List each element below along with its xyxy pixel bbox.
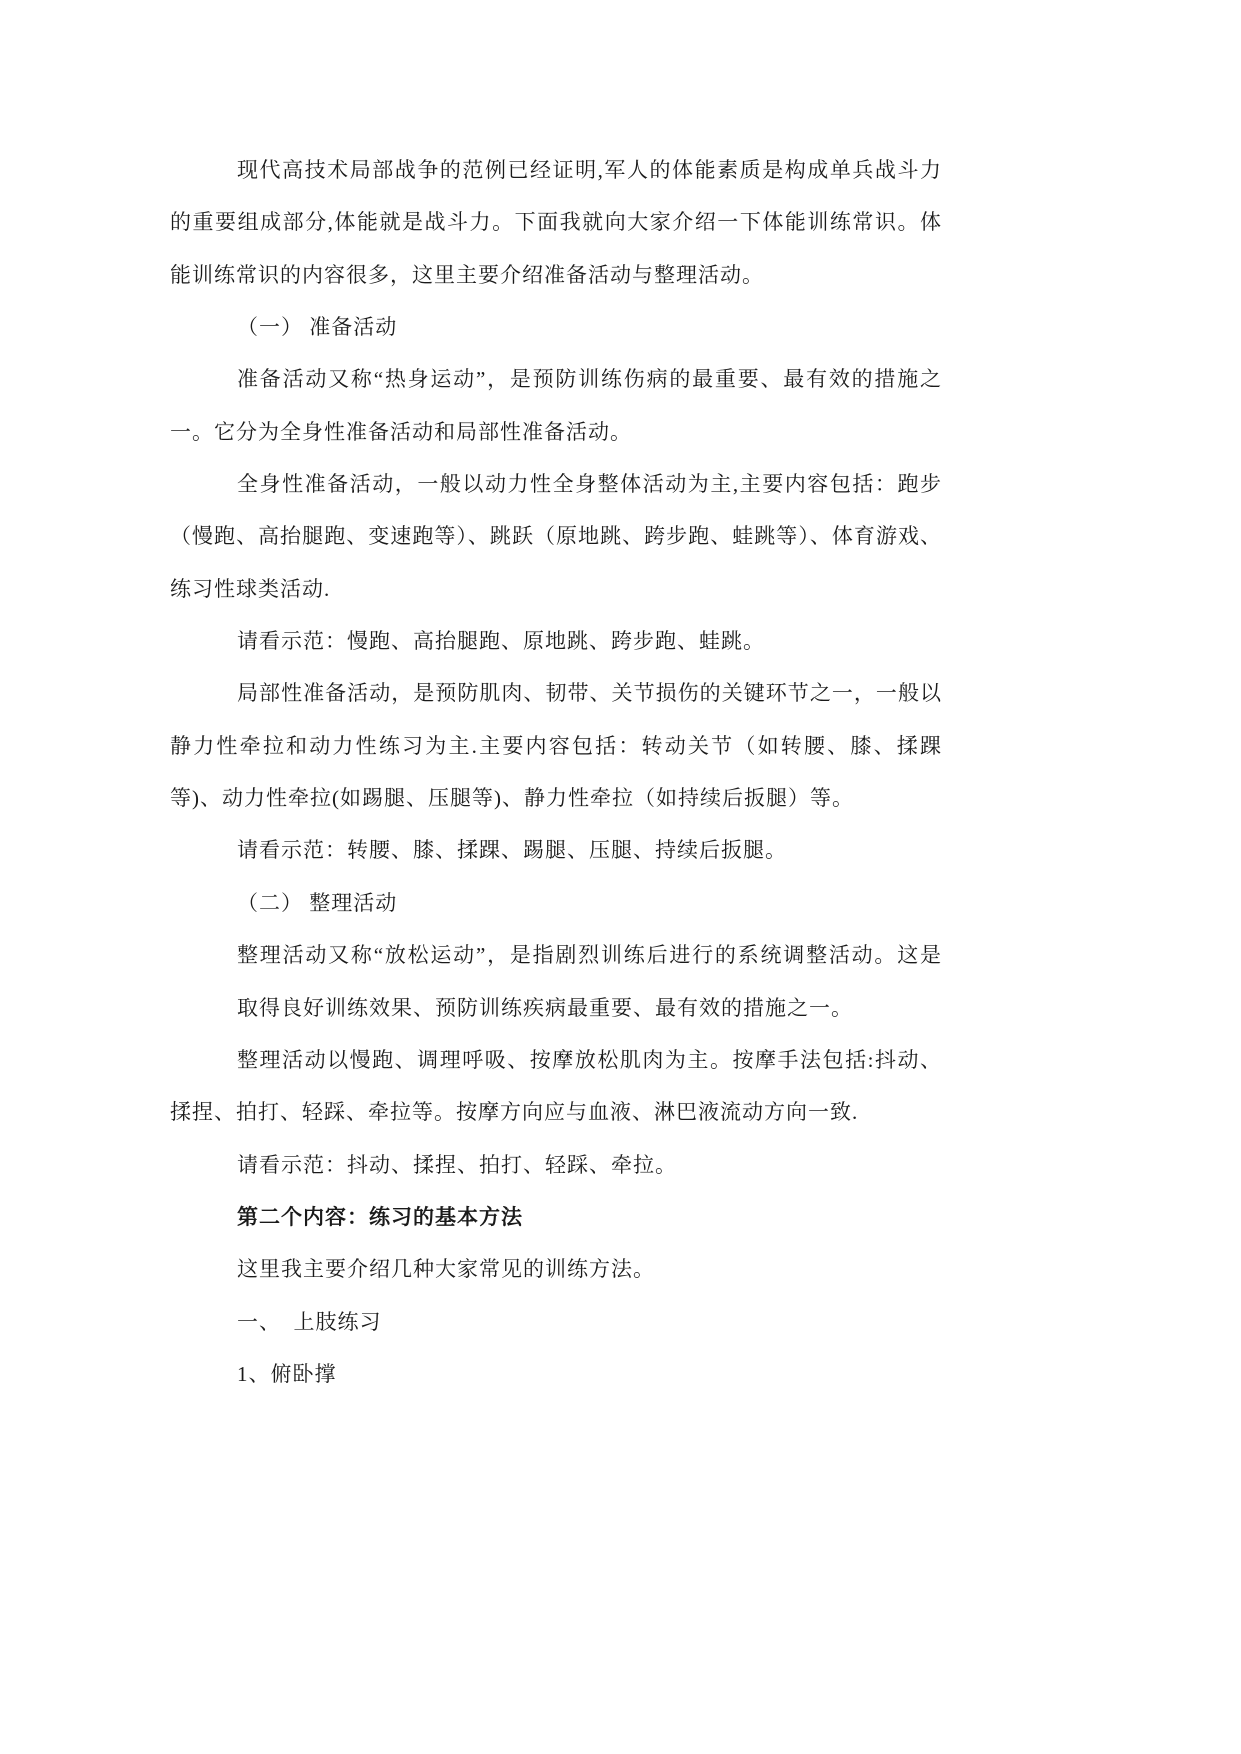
text-line: 准备活动又称“热身运动”，是预防训练伤病的最重要、最有效的措施之: [237, 367, 941, 392]
text-line: 请看示范：转腰、膝、揉踝、踢腿、压腿、持续后扳腿。: [237, 838, 787, 863]
text-line: 局部性准备活动，是预防肌肉、韧带、关节损伤的关键环节之一，一般以: [237, 681, 941, 706]
paragraph-warmup-definition: [170, 353, 941, 458]
text-line: 的重要组成部分,体能就是战斗力。下面我就向大家介绍一下体能训练常识。体: [170, 210, 941, 235]
text-line: 取得良好训练效果、预防训练疾病最重要、最有效的措施之一。: [237, 995, 853, 1020]
text-line: 这里我主要介绍几种大家常见的训练方法。: [237, 1257, 655, 1282]
subsection-heading-warmup: [170, 301, 941, 353]
text-line: 全身性准备活动，一般以动力性全身整体活动为主,主要内容包括：跑步: [237, 472, 941, 497]
text-line: 整理活动又称“放松运动”，是指剧烈训练后进行的系统调整活动。这是: [237, 943, 941, 968]
document-body: [170, 144, 941, 1400]
text-line: 现代高技术局部战争的范例已经证明,军人的体能素质是构成单兵战斗力: [237, 158, 941, 182]
text-line: 请看示范：抖动、揉捏、拍打、轻踩、牵拉。: [237, 1152, 677, 1177]
text-line: 等)、动力性牵拉(如踢腿、压腿等)、静力性牵拉（如持续后扳腿）等。: [170, 786, 854, 811]
list-heading-upper-limb: [170, 1296, 941, 1348]
text-line: 一。它分为全身性准备活动和局部性准备活动。: [170, 419, 632, 444]
text-line: 揉捏、拍打、轻踩、牵拉等。按摩方向应与血液、淋巴液流动方向一致.: [170, 1100, 859, 1125]
text-line: 练习性球类活动.: [170, 576, 331, 601]
text-line: （一） 准备活动: [237, 315, 398, 340]
paragraph-cooldown-methods: [170, 1034, 941, 1139]
paragraph-demo-2: [170, 824, 941, 876]
text-line: （二） 整理活动: [237, 890, 398, 915]
subsection-heading-cooldown: [170, 877, 941, 929]
text-line: 整理活动以慢跑、调理呼吸、按摩放松肌肉为主。按摩手法包括:抖动、: [237, 1047, 941, 1072]
text-line: 请看示范：慢跑、高抬腿跑、原地跳、跨步跑、蛙跳。: [237, 629, 765, 654]
text-line: 能训练常识的内容很多，这里主要介绍准备活动与整理活动。: [170, 262, 764, 287]
paragraph-full-body-warmup: [170, 458, 941, 615]
text-line: 一、 上肢练习: [237, 1309, 382, 1334]
list-item-pushup: [170, 1348, 941, 1400]
paragraph-local-warmup: [170, 667, 941, 824]
paragraph-demo-3: [170, 1139, 941, 1191]
paragraph-cooldown-definition: [170, 929, 941, 1034]
text-line: （慢跑、高抬腿跑、变速跑等）、跳跃（原地跳、跨步跑、蛙跳等）、体育游戏、: [170, 524, 941, 549]
text-line: 静力性牵拉和动力性练习为主.主要内容包括：转动关节（如转腰、膝、揉踝: [170, 733, 941, 758]
text-line: 1、俯卧撑: [237, 1361, 337, 1386]
paragraph-demo-1: [170, 615, 941, 667]
text-line: 第二个内容：练习的基本方法: [237, 1204, 523, 1229]
paragraph-methods-intro: [170, 1243, 941, 1295]
paragraph-intro: [170, 144, 941, 301]
section-heading: [170, 1191, 941, 1243]
